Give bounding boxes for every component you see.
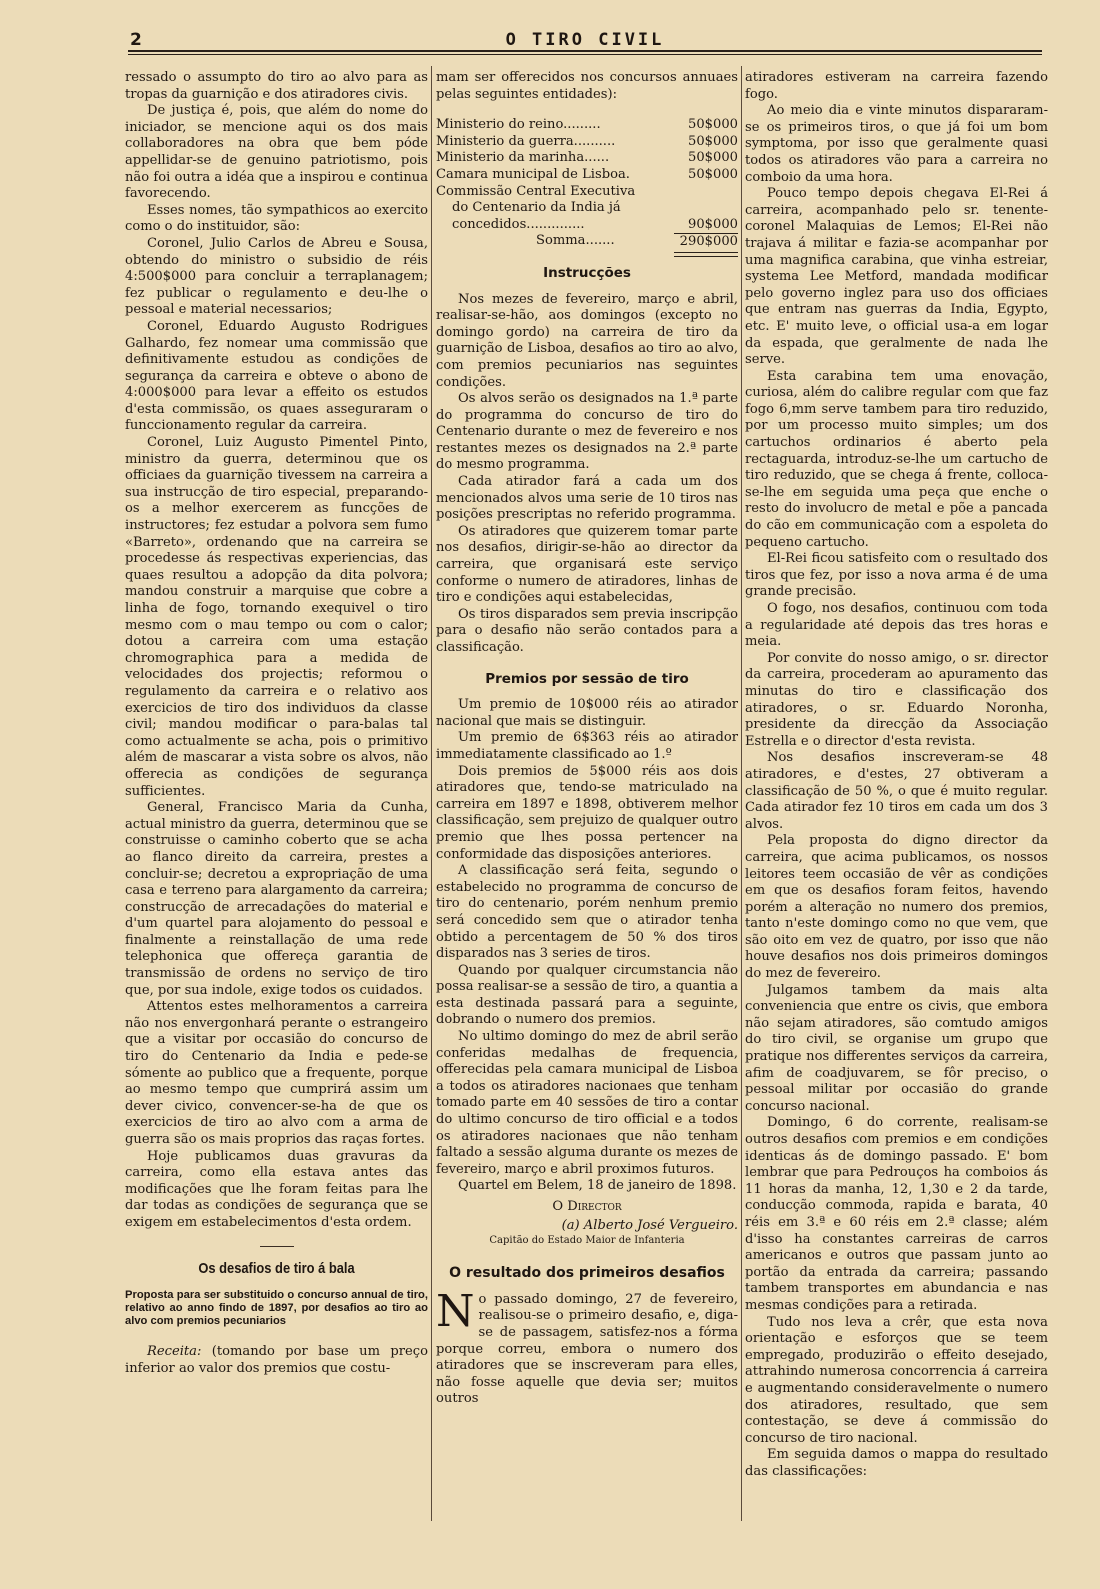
paragraph: Pela proposta do digno director da carreira, que acima publicamos, os nossos leitores teem occasião de vêr as condições em que os desafios foram feitos, havendo porém a alteração no numero dos premios, tanto n'este domingo como no que vem, que são oito em vez de quatro, por isso que não houve desafios nos dois primeiros domingos do mez de fevereiro. [745,833,1048,982]
paragraph: Dois premios de 5$000 réis aos dois atiradores que, tendo-se matriculado na carreira em 1897 e 1898, obtiverem melhor classificação, sem prejuizo de qualquer outro premio que lhes possa pertencer na conformidade das disposições anteriores. [436,763,738,862]
masthead-title: O TIRO CIVIL [505,30,665,50]
paragraph: Um premio de 6$363 réis ao atirador immediatamente classificado ao 1.º [436,730,738,762]
paragraph: atiradores estiveram na carreira fazendo fogo. [745,70,1048,102]
paragraph: Coronel, Julio Carlos de Abreu e Sousa, obtendo do ministro o subsidio de réis 4:500$000 para concluir a terraplanagem; fez publicar o regulamento e deu-lhe o pessoal e material necessarios; [125,235,428,318]
paragraph: Tudo nos leva a crêr, que esta nova orientação e esforços que se teem empregado, produzirão o effeito desejado, attrahindo numerosa concorrencia á carreira e augmentando consideravelmente o numero dos atiradores, resultado, que sem contestação, se deve á commissão do concurso de tiro nacional. [745,1314,1048,1446]
money-row: Commissão Central Executiva [436,183,636,199]
paragraph: General, Francisco Maria da Cunha, actual ministro da guerra, determinou que se construisse o caminho coberto que se acha ao flanco direito da carreira, prestes a concluir-se; decretou a expropriação de uma casa e terreno para alargamento da carreira; construcção de arrecadações do material e d'um quartel para alojamento do pessoal e finalmente a reinstallação de uma rede telephonica que offereça garantia de transmissão de ordens no serviço de tiro que, por sua indole, exige todos os cuidados. [125,800,428,998]
paragraph: Attentos estes melhoramentos a carreira não nos envergonhará perante o estrangeiro que a visitar por occasião do concurso de tiro do Centenario da India e pede-se sómente ao publico que a frequente, porque ao mesmo tempo que cumprirá assim um dever civico, convencer-se-ha de que os exercicios de tiro ao alvo com a arma de guerra são os mais proprios das raças fortes. [125,999,428,1147]
paragraph: Julgamos tambem da mais alta conveniencia que entre os civis, que embora não sejam atiradores, são comtudo amigos do tiro civil, se organise um grupo que pratique nos differentes serviços da carreira, afim de coadjuvarem, se fôr preciso, o pessoal militar por occasião do grande concurso nacional. [745,982,1048,1114]
section-divider [260,1246,294,1247]
director-label: O Director [552,1199,622,1214]
paragraph: o passado domingo, 27 de fevereiro, realisou-se o primeiro desafio, e, diga-se de passagem, satisfez-nos a fórma porque correu, embora o numero dos atiradores que se inscreveram para elles, não fosse aquelle que devia ser; muitos outros [436,1291,738,1407]
column-3 [745,70,1048,1480]
paragraph: Domingo, 6 do corrente, realisam-se outros desafios com premios e em condições identicas ás de domingo passado. E' bom lembrar que para Pedrouços ha comboios ás 11 horas da manha, 12, 1,30 e 2 da tarde, conducção commoda, rapida e barata, 40 réis em 3.ª e 60 réis em 2.ª classe; além d'isso ha constantes carreiras de carros americanos e outros que passam junto ao portão da entrada da carreira; passando tambem transportes em abundancia e nas mesmas condições para a retirada. [745,1115,1048,1313]
section-title: O resultado dos primeiros desafios [449,1265,725,1282]
header-rule [128,50,1042,52]
paragraph: Coronel, Eduardo Augusto Rodrigues Galhardo, fez nomear uma commissão que definitivamente estudou as condições de segurança da carreira e obteve o abono de 4:000$000 para levar a effeito os estudos d'esta commissão, os quaes asseguraram o funccionamento regular da carreira. [125,318,428,434]
money-row: concedidos.............. 90$000 [452,216,738,232]
paragraph: Em seguida damos o mappa do resultado das classificações: [745,1447,1048,1479]
paragraph: mam ser offerecidos nos concursos annuaes pelas seguintes entidades): [436,70,738,102]
signature: (a) Alberto José Vergueiro. [561,1217,738,1233]
receita-label: Receita: [147,1344,202,1360]
paragraph: Os alvos serão os designados na 1.ª parte do programma do concurso de tiro do Centenario durante o mez de fevereiro e nos restantes mezes os designados na 2.ª parte do mesmo programma. [436,391,738,473]
paragraph: Um premio de 10$000 réis ao atirador nacional que mais se distinguir. [436,697,738,729]
section-title: Os desafios de tiro á bala [198,1259,355,1277]
money-total-row: Somma....... 290$000 [536,233,738,250]
paragraph: O fogo, nos desafios, continuou com toda a regularidade até depois das tres horas e meia. [745,601,1048,650]
paragraph: No ultimo domingo do mez de abril serão conferidas medalhas de frequencia, offerecidas pela camara municipal de Lisboa a todos os atiradores nacionaes que tenham tomado parte em 40 sessões de tiro a contar do ultimo concurso de tiro official e a todos os atiradores nacionaes que não tenham faltado a sessão alguma durante os mezes de fevereiro, março e abril proximos futuros. [436,1029,738,1177]
section-title: Premios por sessão de tiro [485,670,689,687]
money-row: Ministerio do reino......... 50$000 [436,117,738,133]
paragraph: Ao meio dia e vinte minutos dispararam-se os primeiros tiros, o que já foi um bom symptoma, por isso que geralmente quasi todos os atiradores vão para a carreira no comboio da uma hora. [745,103,1048,185]
paragraph: El-Rei ficou satisfeito com o resultado dos tiros que fez, por isso a nova arma é de uma grande precisão. [745,551,1048,600]
paragraph: Coronel, Luiz Augusto Pimentel Pinto, ministro da guerra, determinou que os officiaes da guarnição tivessem na carreira a sua instrucção de tiro especial, preparando-os a melhor exercerem as funcções de instructores; fez estudar a polvora sem fumo «Barreto», ordenando que na carreira se procedesse ás respectivas experiencias, das quaes resultou a adopção da dita polvora; mandou construir a marquise que cobre a linha de fogo, tornando exequivel o tiro mesmo com o mau tempo ou com o calor; dotou a carreira com uma estação chromographica para a medida de velocidades dos projectis; reformou o regulamento da carreira e o relativo aos exercicios de tiro dos individuos da classe civil; mandou modificar o para-balas tal como actualmente se acha, pois o primitivo além de mascarar a vista sobre os alvos, não offerecia as condições de segurança sufficientes. [125,435,428,799]
total-rule [674,252,738,257]
paragraph: Nos desafios inscreveram-se 48 atiradores, e d'estes, 27 obtiveram a classificação de 50 %, o que é muito regular. Cada atirador fez 10 tiros em cada um dos 3 alvos. [745,750,1048,832]
paragraph: De justiça é, pois, que além do nome do iniciador, se mencione aqui os dos mais collaboradores na obra que bem póde appellidar-se de genuino patriotismo, pois não foi outra a idéa que a inspirou e continua favorecendo. [125,103,428,202]
section-subtitle: Proposta para ser substituido o concurso annual de tiro, relativo ao anno findo de 1897, por desafios ao tiro ao alvo com premios pecuniarios [125,1289,428,1328]
paragraph: Pouco tempo depois chegava El-Rei á carreira, acompanhado pelo sr. tenente-coronel Malaquias de Lemos; El-Rei não trajava á militar e fazia-se acompanhar por uma magnifica carabina, que vinha estreiar, systema Lee Metford, mandada modificar pelo governo inglez para uso dos officiaes que entram nas guerras da India, Egypto, etc. E' muito leve, o official usa-a em logar da espada, que geralmente de nada lhe serve. [745,186,1048,368]
receita-text: (tomando por base um preço inferior ao valor dos premios que costu- [125,1344,428,1376]
paragraph: Quartel em Belem, 18 de janeiro de 1898. [458,1178,737,1194]
paragraph: Nos mezes de fevereiro, março e abril, realisar-se-hão, aos domingos (excepto no domingo gordo) na carreira de tiro da guarnição de Lisboa, desafios ao tiro ao alvo, com premios pecuniarios nas seguintes condições. [436,291,738,390]
paragraph: ressado o assumpto do tiro ao alvo para as tropas da guarnição e dos atiradores civis. [125,70,428,102]
paragraph: Esses nomes, tão sympathicos ao exercito como o do instituidor, são: [125,202,428,235]
section-title: Instrucções [543,264,631,281]
signature-rank: Capitão do Estado Maior de Infanteria [489,1235,685,1247]
paragraph: Esta carabina tem uma enovação, curiosa, além do calibre regular com que faz fogo 6,mm serve tambem para tiro reduzido, por um processo muito simples; um dos cartuchos ordinarios é aberto pela rectaguarda, introduz-se-lhe um cartucho de tiro reduzido, que se chega á frente, colloca-se-lhe em seguida uma peça que enche o resto do involucro de metal e põe a pancada do cão em communicação com a espoleta do pequeno cartucho. [745,368,1048,550]
column-divider [741,66,742,1521]
header-rule-thin [128,54,1042,55]
column-divider [431,66,432,1521]
drop-cap: N [436,1285,475,1337]
paragraph: A classificação será feita, segundo o estabelecido no programma de concurso de tiro do centenario, porém nenhum premio será concedido sem que o atirador tenha obtido a percentagem de 50 % dos tiros disparados nas 3 series de tiros. [436,863,738,962]
page-number: 2 [130,30,142,50]
paragraph: Hoje publicamos duas gravuras da carreira, como ella estava antes das modificações que lhe foram feitas para lhe dar todas as condições de segurança que se exigem em estabelecimentos d'esta ordem. [125,1148,428,1230]
column-2 [436,70,738,1408]
money-row: Camara municipal de Lisboa. 50$000 [436,166,738,182]
paragraph: Por convite do nosso amigo, o sr. director da carreira, procederam ao apuramento das minutas do tiro e classificação dos atiradores, o sr. Eduardo Noronha, presidente da direcção da Associação Estrella e o director d'esta revista. [745,650,1048,749]
paragraph: Quando por qualquer circumstancia não possa realisar-se a sessão de tiro, a quantia a esta destinada passará para a seguinte, dobrando o numero dos premios. [436,962,738,1028]
paragraph: Os atiradores que quizerem tomar parte nos desafios, dirigir-se-hão ao director da carreira, que organisará este serviço conforme o numero de atiradores, linhas de tiro e condições aqui estabelecidas, [436,523,738,606]
paragraph: Os tiros disparados sem previa inscripção para o desafio não serão contados para a classificação. [436,606,738,655]
column-1 [125,70,428,1377]
money-row: Ministerio da marinha...... 50$000 [436,150,738,166]
paragraph: Cada atirador fará a cada um dos mencionados alvos uma serie de 10 tiros nas posições prescriptas no referido programma. [436,474,738,523]
money-row: do Centenario da India já [452,200,621,216]
money-row: Ministerio da guerra.......... 50$000 [436,133,738,149]
